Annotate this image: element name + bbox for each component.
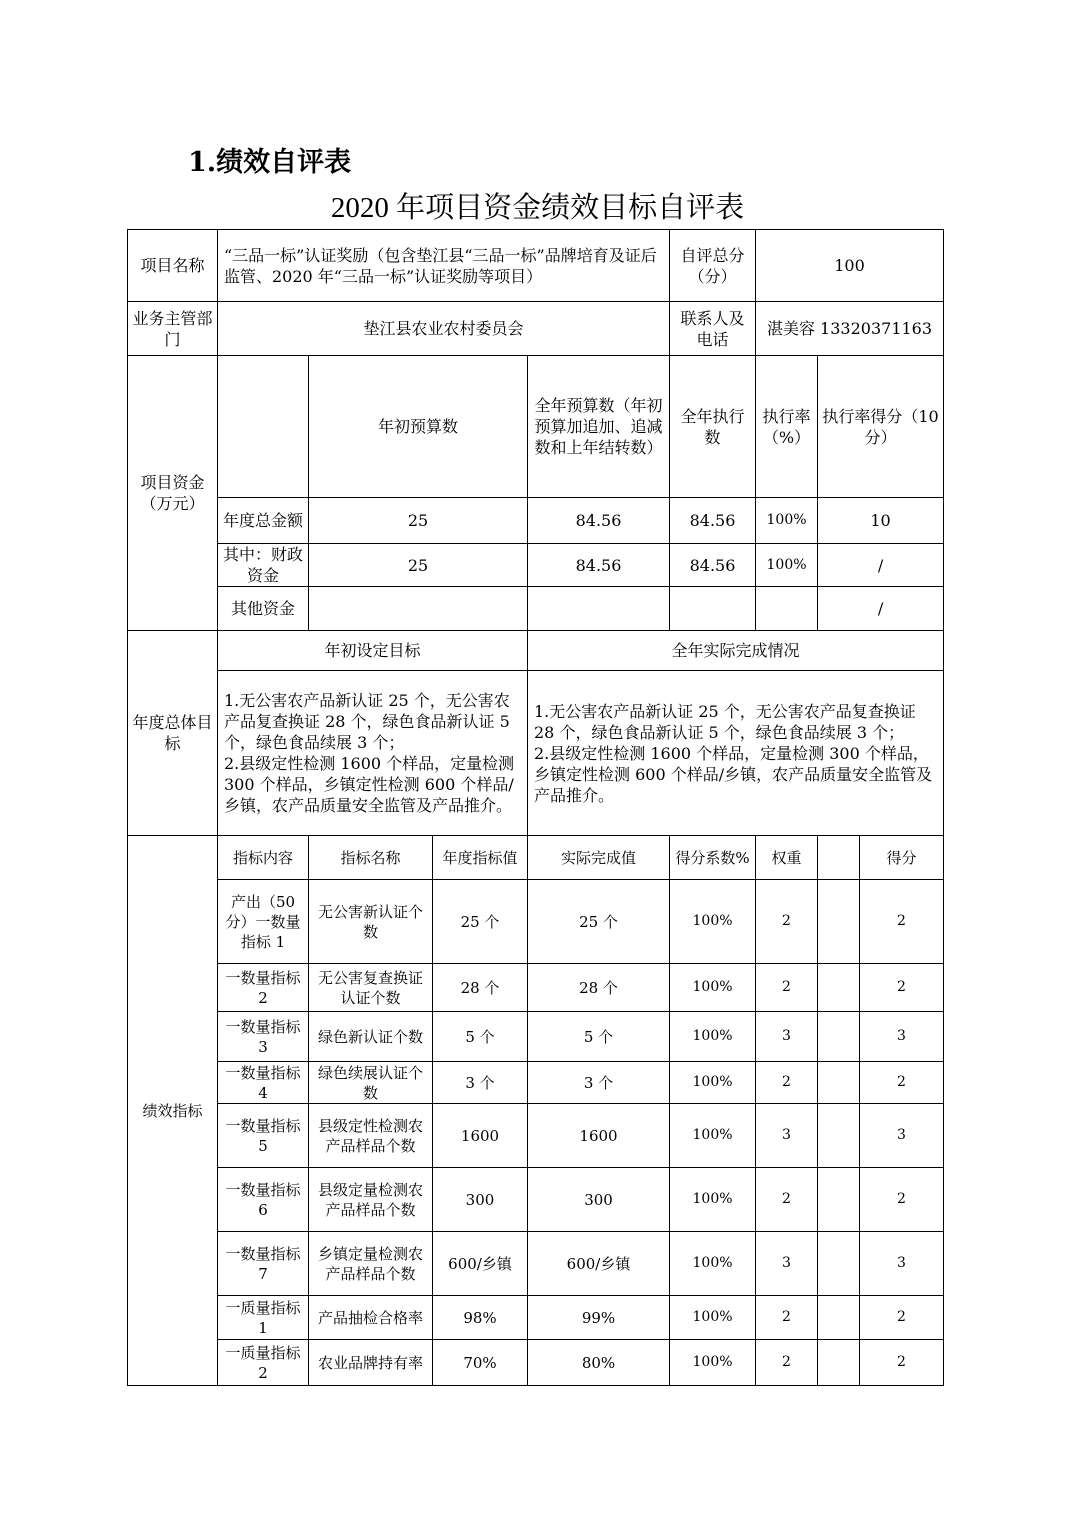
indicator-score: 2 — [860, 1340, 944, 1386]
funds-full: 84.56 — [528, 498, 670, 544]
funds-full: 84.56 — [528, 544, 670, 587]
indicator-score-header: 得分 — [860, 836, 944, 880]
indicator-score: 2 — [860, 880, 944, 964]
goals-header-row — [128, 631, 944, 671]
funds-initial: 25 — [309, 498, 528, 544]
indicator-target: 98% — [433, 1296, 528, 1340]
indicator-weight: 3 — [756, 1232, 818, 1296]
indicator-row — [128, 1168, 944, 1232]
indicator-name: 无公害复查换证认证个数 — [309, 964, 433, 1012]
self-score-value: 100 — [756, 230, 944, 302]
indicator-coef: 100% — [670, 964, 756, 1012]
indicator-content: 一数量指标 2 — [218, 964, 309, 1012]
goals-actual-item-2: 2.县级定性检测 1600 个样品，定量检测 300 个样品，乡镇定性检测 600 个样品/乡镇，农产品质量安全监管及产品推介。 — [534, 743, 933, 805]
indicator-score: 3 — [860, 1104, 944, 1168]
funds-row-label: 年度总金额 — [218, 498, 309, 544]
indicator-actual: 5 个 — [528, 1012, 670, 1062]
indicator-coef: 100% — [670, 1340, 756, 1386]
department-value: 垫江县农业农村委员会 — [218, 302, 670, 356]
funds-rate: 100% — [756, 544, 818, 587]
indicator-weight: 2 — [756, 880, 818, 964]
indicator-actual: 600/乡镇 — [528, 1232, 670, 1296]
indicator-target: 25 个 — [433, 880, 528, 964]
funds-blank-header — [218, 356, 309, 498]
funds-initial-header: 年初预算数 — [309, 356, 528, 498]
indicator-target: 70% — [433, 1340, 528, 1386]
project-name-label: 项目名称 — [128, 230, 218, 302]
indicator-score: 2 — [860, 964, 944, 1012]
goals-initial-item-2: 2.县级定性检测 1600 个样品，定量检测 300 个样品，乡镇定性检测 600 个样品/乡镇，农产品质量安全监管及产品推介。 — [224, 754, 515, 815]
funds-initial — [309, 587, 528, 631]
funds-rate: 100% — [756, 498, 818, 544]
goals-actual-item-1: 1.无公害农产品新认证 25 个，无公害农产品复查换证 28 个，绿色食品新认证 5 个，绿色食品续展 3 个； — [534, 701, 916, 742]
funds-exec-header: 全年执行数 — [670, 356, 756, 498]
goals-content-row — [128, 671, 944, 836]
indicator-score: 2 — [860, 1062, 944, 1104]
funds-full — [528, 587, 670, 631]
indicator-weight-header: 权重 — [756, 836, 818, 880]
indicator-weight: 2 — [756, 964, 818, 1012]
indicator-row — [128, 1232, 944, 1296]
funds-score: / — [818, 544, 944, 587]
indicator-name: 农业品牌持有率 — [309, 1340, 433, 1386]
indicator-actual: 25 个 — [528, 880, 670, 964]
indicator-row — [128, 880, 944, 964]
indicator-target: 3 个 — [433, 1062, 528, 1104]
contact-label: 联系人及电话 — [670, 302, 756, 356]
funds-score-header: 执行率得分（10 分） — [818, 356, 944, 498]
indicator-blank — [818, 1340, 860, 1386]
indicator-blank — [818, 1104, 860, 1168]
indicator-row — [128, 1340, 944, 1386]
indicator-blank — [818, 1232, 860, 1296]
indicator-target-header: 年度指标值 — [433, 836, 528, 880]
indicator-content: 一质量指标 2 — [218, 1340, 309, 1386]
indicator-actual-header: 实际完成值 — [528, 836, 670, 880]
project-name-row — [128, 230, 944, 302]
indicator-score: 3 — [860, 1232, 944, 1296]
indicator-blank — [818, 1296, 860, 1340]
funds-row — [128, 587, 944, 631]
funds-row-label: 其中：财政资金 — [218, 544, 309, 587]
indicator-blank — [818, 880, 860, 964]
indicator-blank — [818, 964, 860, 1012]
indicator-row — [128, 1012, 944, 1062]
funds-full-header: 全年预算数（年初预算加追加、追减数和上年结转数） — [528, 356, 670, 498]
goals-actual-header: 全年实际完成情况 — [528, 631, 944, 671]
indicator-name: 县级定性检测农产品样品个数 — [309, 1104, 433, 1168]
indicator-coef: 100% — [670, 1232, 756, 1296]
indicator-blank-header — [818, 836, 860, 880]
indicator-row — [128, 964, 944, 1012]
indicator-actual: 300 — [528, 1168, 670, 1232]
indicator-content: 一数量指标 6 — [218, 1168, 309, 1232]
indicator-blank — [818, 1012, 860, 1062]
funds-exec: 84.56 — [670, 498, 756, 544]
goals-initial-header: 年初设定目标 — [218, 631, 528, 671]
indicator-name: 产品抽检合格率 — [309, 1296, 433, 1340]
goals-label: 年度总体目标 — [128, 631, 218, 836]
funds-row — [128, 498, 944, 544]
department-row — [128, 302, 944, 356]
indicator-weight: 2 — [756, 1296, 818, 1340]
self-score-label: 自评总分（分） — [670, 230, 756, 302]
indicator-coef: 100% — [670, 1168, 756, 1232]
indicator-target: 600/乡镇 — [433, 1232, 528, 1296]
indicator-actual: 28 个 — [528, 964, 670, 1012]
indicator-coef-header: 得分系数% — [670, 836, 756, 880]
indicator-actual: 80% — [528, 1340, 670, 1386]
indicator-weight: 3 — [756, 1104, 818, 1168]
funds-score: / — [818, 587, 944, 631]
indicator-row — [128, 1296, 944, 1340]
indicator-score: 2 — [860, 1296, 944, 1340]
indicators-header-row — [128, 836, 944, 880]
funds-label: 项目资金（万元） — [128, 356, 218, 631]
indicator-score: 2 — [860, 1168, 944, 1232]
indicator-weight: 2 — [756, 1168, 818, 1232]
indicator-content: 一质量指标 1 — [218, 1296, 309, 1340]
indicator-blank — [818, 1168, 860, 1232]
indicator-weight: 3 — [756, 1012, 818, 1062]
indicator-weight: 2 — [756, 1062, 818, 1104]
page-title: 2020 年项目资金绩效目标自评表 — [330, 192, 745, 224]
evaluation-table — [127, 229, 944, 1386]
indicator-target: 300 — [433, 1168, 528, 1232]
indicator-blank — [818, 1062, 860, 1104]
indicators-label: 绩效指标 — [128, 836, 218, 1386]
funds-row-label: 其他资金 — [218, 587, 309, 631]
indicator-name: 绿色新认证个数 — [309, 1012, 433, 1062]
indicator-actual: 99% — [528, 1296, 670, 1340]
indicator-target: 28 个 — [433, 964, 528, 1012]
indicator-coef: 100% — [670, 1296, 756, 1340]
indicator-actual: 3 个 — [528, 1062, 670, 1104]
funds-score: 10 — [818, 498, 944, 544]
indicator-coef: 100% — [670, 880, 756, 964]
funds-exec — [670, 587, 756, 631]
indicator-coef: 100% — [670, 1012, 756, 1062]
goals-initial-item-1: 1.无公害农产品新认证 25 个，无公害农产品复查换证 28 个，绿色食品新认证 5 个，绿色食品续展 3 个； — [224, 691, 510, 752]
indicator-content: 一数量指标 4 — [218, 1062, 309, 1104]
indicator-score: 3 — [860, 1012, 944, 1062]
indicator-content: 一数量指标 7 — [218, 1232, 309, 1296]
indicator-name: 乡镇定量检测农产品样品个数 — [309, 1232, 433, 1296]
section-heading: 1.绩效自评表 — [188, 147, 352, 178]
indicator-row — [128, 1104, 944, 1168]
project-name-value: “三品一标”认证奖励（包含垫江县“三品一标”品牌培育及证后监管、2020 年“三品一标”认证奖励等项目） — [218, 230, 670, 302]
funds-rate — [756, 587, 818, 631]
department-label: 业务主管部门 — [128, 302, 218, 356]
indicator-content: 一数量指标 3 — [218, 1012, 309, 1062]
indicator-name: 绿色续展认证个数 — [309, 1062, 433, 1104]
indicator-content: 产出（50分）一数量指标 1 — [218, 880, 309, 964]
funds-header-row — [128, 356, 944, 498]
indicator-coef: 100% — [670, 1062, 756, 1104]
contact-value: 湛美容 13320371163 — [756, 302, 944, 356]
indicator-name: 县级定量检测农产品样品个数 — [309, 1168, 433, 1232]
goals-actual-text — [528, 671, 944, 836]
funds-row — [128, 544, 944, 587]
goals-initial-text — [218, 671, 528, 836]
indicator-name: 无公害新认证个数 — [309, 880, 433, 964]
indicator-target: 5 个 — [433, 1012, 528, 1062]
indicator-content: 一数量指标 5 — [218, 1104, 309, 1168]
funds-rate-header: 执行率（%） — [756, 356, 818, 498]
funds-exec: 84.56 — [670, 544, 756, 587]
indicator-content-header: 指标内容 — [218, 836, 309, 880]
indicator-target: 1600 — [433, 1104, 528, 1168]
indicator-row — [128, 1062, 944, 1104]
indicator-name-header: 指标名称 — [309, 836, 433, 880]
indicator-actual: 1600 — [528, 1104, 670, 1168]
funds-initial: 25 — [309, 544, 528, 587]
indicator-coef: 100% — [670, 1104, 756, 1168]
indicator-weight: 2 — [756, 1340, 818, 1386]
